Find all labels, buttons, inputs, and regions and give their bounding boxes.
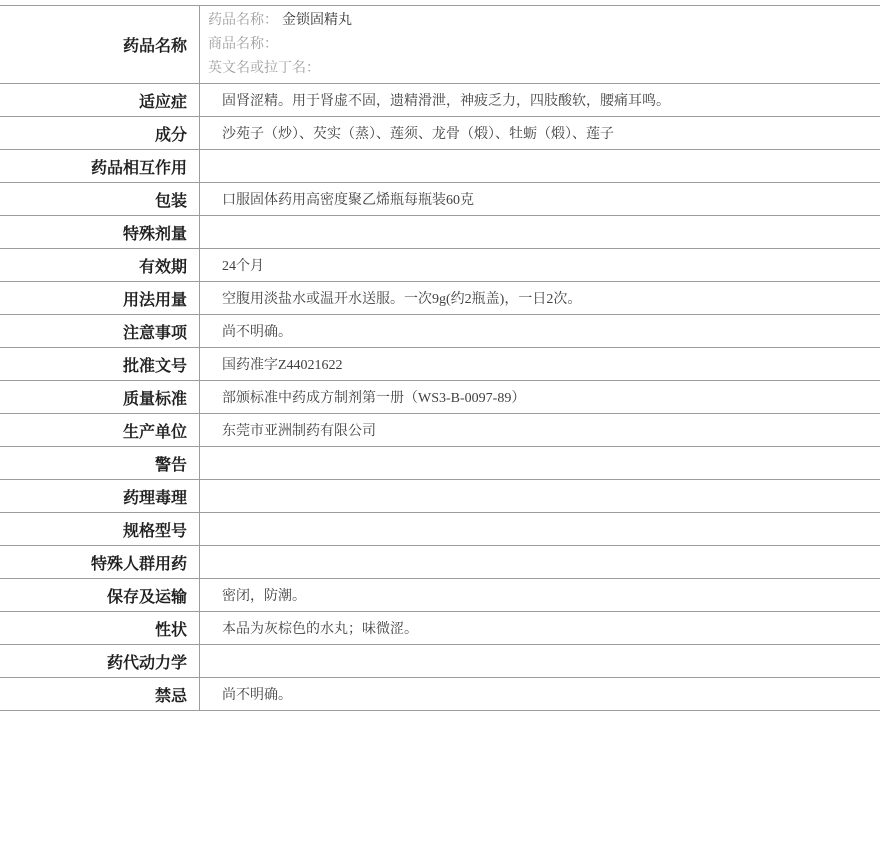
- table-row: [0, 612, 880, 645]
- table-row: [0, 381, 880, 414]
- row-label: 药代动力学: [0, 645, 200, 677]
- table-row: [0, 183, 880, 216]
- row-label: 药品相互作用: [0, 150, 200, 182]
- row-value: [200, 447, 880, 479]
- table-row: [0, 150, 880, 183]
- table-row-drug-name: [0, 6, 880, 84]
- row-label: 用法用量: [0, 282, 200, 314]
- table-row: [0, 84, 880, 117]
- row-value: [200, 546, 880, 578]
- row-value: 空腹用淡盐水或温开水送服。一次9g(约2瓶盖)，一日2次。: [222, 292, 582, 307]
- row-label: 批准文号: [0, 348, 200, 380]
- row-value: [200, 150, 880, 182]
- row-label: 特殊人群用药: [0, 546, 200, 578]
- row-value: 部颁标准中药成方制剂第一册（WS3-B-0097-89）: [222, 391, 526, 406]
- row-value: 固肾涩精。用于肾虚不固，遗精滑泄，神疲乏力，四肢酸软，腰痛耳鸣。: [222, 94, 670, 109]
- table-row: [0, 513, 880, 546]
- row-value: 密闭，防潮。: [222, 589, 306, 604]
- row-label: 成分: [0, 117, 200, 149]
- row-value: 本品为灰棕色的水丸；味微涩。: [222, 622, 418, 637]
- row-label: 性状: [0, 612, 200, 644]
- table-row: [0, 315, 880, 348]
- row-label: 禁忌: [0, 678, 200, 710]
- row-label-drug-name: 药品名称: [0, 6, 200, 83]
- row-label: 规格型号: [0, 513, 200, 545]
- trade-name-key: 商品名称：: [208, 36, 278, 52]
- row-label: 药理毒理: [0, 480, 200, 512]
- table-row: [0, 678, 880, 711]
- row-label: 生产单位: [0, 414, 200, 446]
- row-label: 警告: [0, 447, 200, 479]
- row-value: [200, 480, 880, 512]
- table-row: [0, 447, 880, 480]
- row-label: 适应症: [0, 84, 200, 116]
- row-value: 尚不明确。: [222, 325, 292, 340]
- table-row: [0, 480, 880, 513]
- row-label: 有效期: [0, 249, 200, 281]
- row-value: 口服固体药用高密度聚乙烯瓶每瓶装60克: [222, 193, 474, 208]
- row-label: 注意事项: [0, 315, 200, 347]
- row-label: 包装: [0, 183, 200, 215]
- row-value: [200, 513, 880, 545]
- table-row: [0, 546, 880, 579]
- row-value: [200, 216, 880, 248]
- table-row: [0, 348, 880, 381]
- drug-info-table: [0, 5, 880, 711]
- row-value: [200, 645, 880, 677]
- row-value: 尚不明确。: [222, 688, 292, 703]
- drug-name-key: 药品名称：: [208, 12, 278, 28]
- row-label: 保存及运输: [0, 579, 200, 611]
- table-row: [0, 579, 880, 612]
- row-label: 质量标准: [0, 381, 200, 413]
- drug-name-line: [208, 9, 352, 33]
- row-value-drug-name: [200, 6, 880, 83]
- row-value: 东莞市亚洲制药有限公司: [222, 424, 376, 439]
- latin-name-key: 英文名或拉丁名：: [208, 60, 320, 76]
- table-row: [0, 117, 880, 150]
- table-row: [0, 249, 880, 282]
- drug-name-value: 金锁固精丸: [282, 12, 352, 28]
- row-label: 特殊剂量: [0, 216, 200, 248]
- table-row: [0, 645, 880, 678]
- table-row: [0, 282, 880, 315]
- row-value: 24个月: [222, 259, 264, 274]
- table-row: [0, 414, 880, 447]
- row-value: 沙苑子（炒）、芡实（蒸）、莲须、龙骨（煅）、牡蛎（煅）、莲子: [222, 127, 614, 142]
- row-value: 国药准字Z44021622: [222, 358, 343, 373]
- table-row: [0, 216, 880, 249]
